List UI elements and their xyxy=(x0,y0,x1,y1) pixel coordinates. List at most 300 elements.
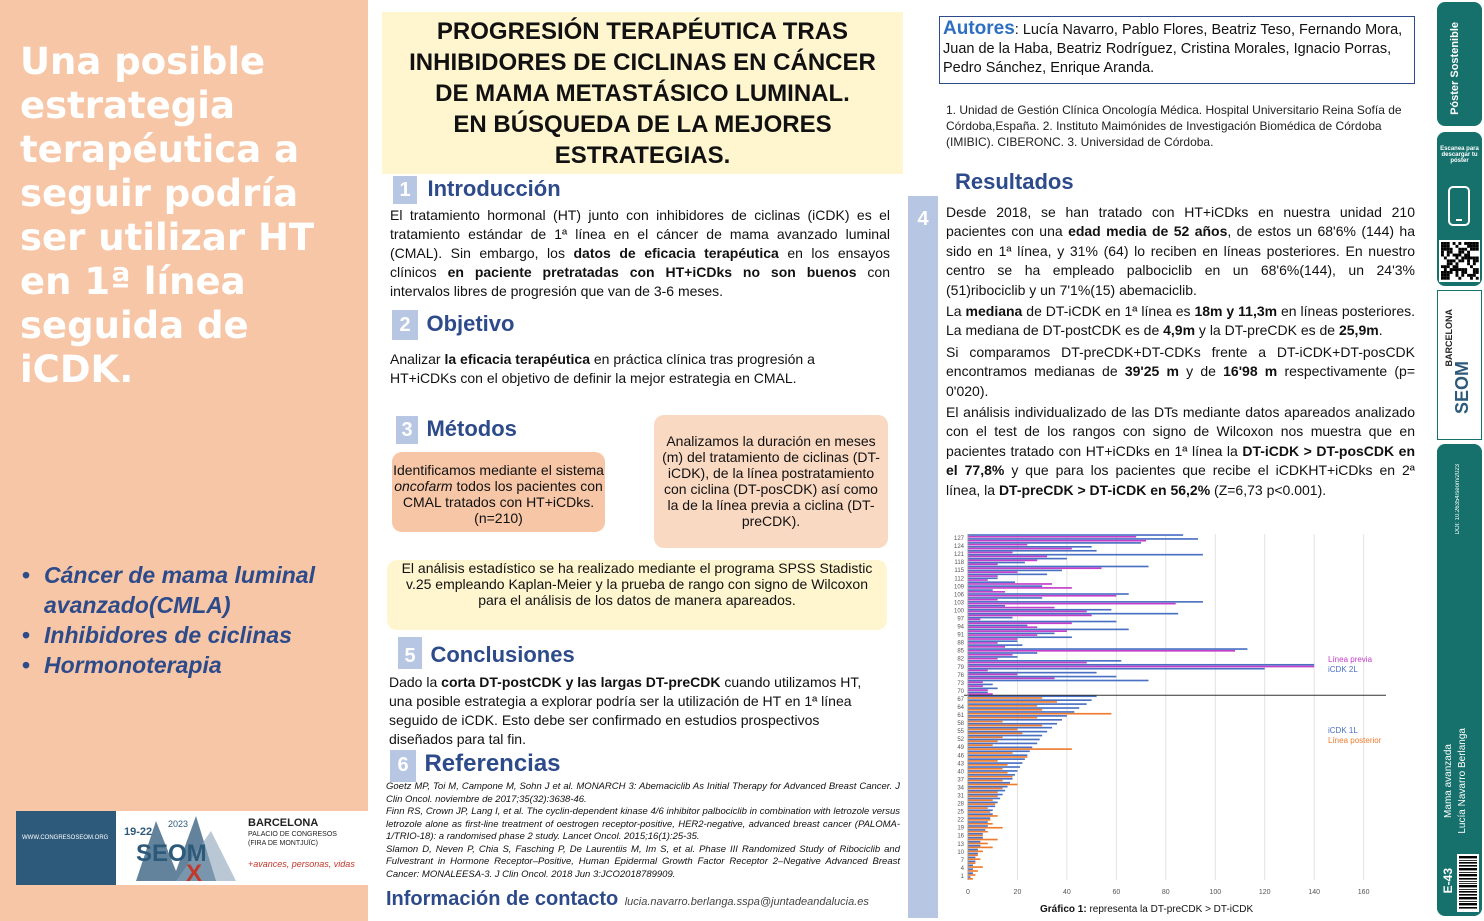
logo-year: 2023 xyxy=(168,819,189,829)
references-list xyxy=(386,781,900,881)
bar-linea-previa xyxy=(968,619,980,621)
y-tick-label: 115 xyxy=(954,568,964,575)
section-intro-header xyxy=(393,176,561,204)
bar-icdk-1l xyxy=(968,833,983,835)
bar-icdk-1l xyxy=(968,786,1008,788)
bar-icdk-2l xyxy=(968,632,1055,634)
bar-linea-previa xyxy=(968,622,1072,624)
bar-linea-posterior xyxy=(968,772,1008,774)
bar-icdk-2l xyxy=(968,636,1072,638)
bar-icdk-2l xyxy=(968,593,1129,595)
bar-icdk-1l xyxy=(968,837,983,839)
y-tick-label: 4 xyxy=(960,865,964,872)
bar-icdk-2l xyxy=(968,640,1017,642)
bar-icdk-1l xyxy=(968,735,1042,737)
x-tick-label: 0 xyxy=(966,889,970,896)
bar-linea-posterior xyxy=(968,705,1037,707)
tagline: Una posible estrategia terapéutica a seguir podría ser utilizar HT en 1ª línea seguida de iCDK. xyxy=(20,40,315,391)
bar-linea-previa xyxy=(968,544,1027,546)
bar-icdk-1l xyxy=(968,868,973,870)
qr-code-icon[interactable] xyxy=(1439,240,1480,282)
y-tick-label: 43 xyxy=(957,761,964,768)
bar-icdk-1l xyxy=(968,711,1074,713)
section-number: 5 xyxy=(398,637,422,669)
bar-icdk-1l xyxy=(968,872,973,874)
bar-linea-posterior xyxy=(968,780,1003,782)
legend-label: Línea previa xyxy=(1328,655,1373,664)
contact-line xyxy=(386,888,869,911)
bar-icdk-1l xyxy=(968,743,1037,745)
bar-icdk-1l xyxy=(968,864,973,866)
section-number: 4 xyxy=(917,208,929,230)
section-title: Introducción xyxy=(427,176,561,201)
bar-linea-previa xyxy=(968,615,1092,617)
bar-linea-previa xyxy=(968,548,1072,550)
bar-linea-previa xyxy=(968,591,1005,593)
legend-label: iCDK 1L xyxy=(1328,726,1358,735)
y-tick-label: 82 xyxy=(957,656,964,663)
bar-icdk-2l xyxy=(968,684,993,686)
bar-linea-previa xyxy=(968,642,998,644)
authors-names: : Lucía Navarro, Pablo Flores, Beatriz Teso, Fernando Mora, Juan de la Haba, Beatriz Rodríguez, Cristina Morales, Ignacio Porras, Pedro Sánchez, Enrique Aranda. xyxy=(943,22,1403,76)
legend-label: iCDK 2L xyxy=(1328,665,1358,674)
y-tick-label: 97 xyxy=(957,616,964,623)
results-paragraph: Desde 2018, se han tratado con HT+iCDks en nuestra unidad 210 pacientes con una edad media de 52 años, de estos un 68'6% (144) ha sido en 1ª línea, y 31% (64) lo reciben en líneas posteriores. En nuestro centro se ha empleado palbociclib en un 68'6%(144), un 24'3%(51)ribociclib y un 7'1%(15) abemaciclib. xyxy=(946,204,1415,298)
barcode-icon xyxy=(1457,854,1479,912)
bar-icdk-1l xyxy=(968,770,1017,772)
brand-label: Póster Sostenible xyxy=(1449,22,1461,115)
bar-linea-posterior xyxy=(968,729,1017,731)
y-tick-label: 37 xyxy=(957,777,964,784)
bar-linea-posterior xyxy=(968,776,1013,778)
bar-linea-posterior xyxy=(968,862,975,864)
poster-author-text: Lucía Navarro Berlanga xyxy=(1457,728,1468,834)
title-line: ESTRATEGIAS. xyxy=(554,142,731,169)
y-tick-label: 61 xyxy=(957,713,964,720)
y-tick-label: 88 xyxy=(957,640,964,647)
y-tick-label: 109 xyxy=(953,584,964,591)
bar-icdk-2l xyxy=(968,656,1017,658)
logo-slogan: +avances, personas, vidas xyxy=(248,859,355,869)
bar-icdk-1l xyxy=(968,845,980,847)
x-tick-label: 80 xyxy=(1161,889,1170,896)
x-tick-label: 60 xyxy=(1112,889,1121,896)
results-paragraph: El análisis individualizado de las DTs mediante datos apareados analizado con el test de los rangos con signo de Wilcoxon nos muestra que en pacientes tratado con HT+iCDks en 1ª línea la DT-iCDK > DT-posCDK en el 77,8% y que para los pacientes que recibe el iCDKHT+iCDks en 2ª línea, la DT-preCDK > DT-iCDK en 56,2% (Z=6,73 p<0.001). xyxy=(946,404,1416,498)
bar-linea-posterior xyxy=(968,713,1111,715)
bar-linea-previa xyxy=(968,575,998,577)
bar-linea-posterior xyxy=(968,736,1003,738)
bar-linea-posterior xyxy=(968,878,973,880)
y-tick-label: 121 xyxy=(953,552,964,559)
bar-linea-posterior xyxy=(968,815,998,817)
bar-icdk-1l xyxy=(968,766,1020,768)
scan-text: Escanea para descargar tu póster xyxy=(1440,146,1479,164)
bar-linea-posterior xyxy=(968,843,988,845)
bar-linea-previa xyxy=(968,650,1235,652)
scan-panel xyxy=(1437,132,1482,286)
authors-label: Autores xyxy=(943,18,1015,39)
bar-icdk-2l xyxy=(968,629,1129,631)
bar-icdk-2l xyxy=(968,688,998,690)
logo-dates: 19-22 xyxy=(124,826,153,838)
bar-icdk-2l xyxy=(968,589,993,591)
bar-icdk-2l xyxy=(968,676,1116,678)
mini-logo-seom: SEOM xyxy=(1452,361,1472,415)
x-tick-label: 40 xyxy=(1063,889,1071,896)
authors-text xyxy=(940,17,1414,80)
bar-linea-posterior xyxy=(968,819,990,821)
bar-icdk-1l xyxy=(968,809,993,811)
bar-icdk-2l xyxy=(968,538,1198,540)
title-line: EN BÚSQUEDA DE LA MEJORES xyxy=(453,111,832,138)
bar-linea-posterior xyxy=(968,811,990,813)
bar-linea-posterior xyxy=(968,760,998,762)
y-tick-label: 100 xyxy=(953,608,964,615)
y-tick-label: 118 xyxy=(954,560,964,567)
bar-icdk-2l xyxy=(968,605,1005,607)
x-tick-label: 100 xyxy=(1209,889,1222,896)
bar-linea-posterior xyxy=(968,839,998,841)
section-methods-header xyxy=(396,416,517,444)
bar-icdk-2l xyxy=(968,644,1022,646)
chart-caption: Gráfico 1: representa la DT-preCDK > DT-iCDK xyxy=(1040,904,1254,915)
bar-icdk-1l xyxy=(968,758,1025,760)
bar-linea-previa xyxy=(968,595,1116,597)
bar-linea-posterior xyxy=(968,784,1017,786)
authors-box xyxy=(939,16,1415,84)
bar-linea-posterior xyxy=(968,795,998,797)
bar-linea-previa xyxy=(968,583,1052,585)
bar-linea-previa xyxy=(968,693,993,695)
bar-icdk-1l xyxy=(968,829,985,831)
y-tick-label: 103 xyxy=(953,600,964,607)
bar-icdk-2l xyxy=(968,597,1042,599)
y-tick-label: 16 xyxy=(957,833,964,840)
logo-venue-1: PALACIO DE CONGRESOS xyxy=(248,831,337,838)
results-text xyxy=(946,203,1415,500)
y-tick-label: 28 xyxy=(957,801,964,808)
bar-icdk-2l xyxy=(968,648,1247,650)
bar-linea-posterior xyxy=(968,874,975,876)
section-objective-header xyxy=(392,310,514,340)
bar-icdk-1l xyxy=(968,719,1062,721)
y-tick-label: 55 xyxy=(957,729,964,736)
poster-title xyxy=(382,12,903,174)
bar-icdk-1l xyxy=(968,699,1092,701)
objective-text: Analizar la eficacia terapéutica en práctica clínica tras progresión a HT+iCDKs con el objetivo de definir la mejor estrategia en CMAL. xyxy=(390,351,815,386)
y-tick-label: 106 xyxy=(953,592,964,599)
logo-side xyxy=(16,811,116,885)
bar-linea-posterior xyxy=(968,733,1022,735)
section-conclusions-header xyxy=(398,637,575,669)
poster-code: E-43 xyxy=(1441,868,1455,894)
bar-linea-previa xyxy=(968,681,983,683)
bar-linea-posterior xyxy=(968,851,983,853)
y-tick-label: 7 xyxy=(960,857,964,864)
bar-icdk-2l xyxy=(968,601,1203,603)
bar-linea-previa xyxy=(968,630,1067,632)
legend-label: Línea posterior xyxy=(1328,736,1382,745)
section-number: 2 xyxy=(392,310,418,340)
methods-box-1: Identificamos mediante el sistema oncofarm todos los pacientes con CMAL tratados con HT+iCDks. (n=210) xyxy=(392,452,605,532)
bar-icdk-2l xyxy=(968,577,998,579)
bar-icdk-2l xyxy=(968,546,1092,548)
bar-icdk-1l xyxy=(968,703,1087,705)
y-tick-label: 40 xyxy=(957,769,964,776)
conclusions-text: Dado la corta DT-postCDK y las largas DT-preCDK cuando utilizamos HT, una posible estrategia a explorar podría ser la utilización de HT en 1ª línea seguido de iCDK. Esto debe ser confirmado en estudios prospectivos diseñados para tal fin. xyxy=(389,674,862,747)
bar-icdk-2l xyxy=(968,562,1025,564)
bar-icdk-1l xyxy=(968,841,980,843)
y-tick-label: 112 xyxy=(954,576,964,583)
bar-linea-previa xyxy=(968,678,1055,680)
logo-city: BARCELONA xyxy=(248,817,319,829)
bar-icdk-2l xyxy=(968,613,1178,615)
y-tick-label: 31 xyxy=(957,793,964,800)
y-tick-label: 94 xyxy=(957,624,964,631)
bar-linea-posterior xyxy=(968,764,1008,766)
bar-icdk-1l xyxy=(968,715,1067,717)
y-tick-label: 49 xyxy=(957,745,964,752)
keyword-item: • Inhibidores de ciclinas xyxy=(22,622,292,648)
bar-icdk-2l xyxy=(968,581,1015,583)
reference-item: Finn RS, Crown JP, Lang I, et al. The cyclin-dependent kinase 4/6 inhibitor palbociclib in combination with letrozole versus letrozole alone as first-line treatment of oestrogen receptor-positive, HER2-negative, advanced breast cancer (PALOMA-1/TRIO-18): a randomised phase 2 study. Lancet Oncol. 2015;16(1):25-35. xyxy=(386,806,900,842)
bar-icdk-1l xyxy=(968,817,990,819)
y-tick-label: 34 xyxy=(957,785,964,792)
x-tick-label: 160 xyxy=(1357,889,1370,896)
contact-label: Información de contacto xyxy=(386,888,619,910)
y-tick-label: 25 xyxy=(957,809,964,816)
bar-linea-posterior xyxy=(968,854,978,856)
bar-icdk-1l xyxy=(968,707,1079,709)
keyword-item: • Hormonoterapia xyxy=(22,652,222,678)
bar-linea-posterior xyxy=(968,725,1042,727)
bar-linea-posterior xyxy=(968,752,1013,754)
bar-linea-posterior xyxy=(968,788,1003,790)
bar-icdk-1l xyxy=(968,821,988,823)
congress-logo xyxy=(16,811,368,885)
keyword-list xyxy=(22,560,362,680)
mini-congress-logo xyxy=(1437,290,1482,440)
bar-linea-posterior xyxy=(968,835,983,837)
affiliations: 1. Unidad de Gestión Clínica Oncología Médica. Hospital Universitario Reina Sofía de Córdoba,España. 2. Instituto Maimónides de Investigación Biomédica de Córdoba (IMIBIC). CIBERONC. 3. Universidad de Córdoba. xyxy=(946,103,1402,149)
y-tick-label: 58 xyxy=(957,721,964,728)
y-tick-label: 22 xyxy=(957,817,964,824)
phone-icon xyxy=(1448,186,1470,228)
bar-linea-posterior xyxy=(968,799,993,801)
bar-linea-posterior xyxy=(968,701,1057,703)
bar-icdk-1l xyxy=(968,754,1027,756)
bar-linea-previa xyxy=(968,552,1013,554)
bar-icdk-2l xyxy=(968,534,1183,536)
bar-linea-posterior xyxy=(968,744,993,746)
section-references-header xyxy=(390,750,561,782)
bar-linea-posterior xyxy=(968,792,998,794)
bar-icdk-2l xyxy=(968,625,1027,627)
y-tick-label: 67 xyxy=(957,696,964,703)
methods-box-2: Analizamos la duración en meses (m) del tratamiento de ciclinas (DT-iCDK), de la línea postratamiento con ciclina (DT-posCDK) así como la de la línea previa a ciclina (DT-preCDK). xyxy=(654,415,888,548)
keyword-item: • Cáncer de mama luminal avanzado(CMLA) xyxy=(22,562,315,618)
bar-icdk-2l xyxy=(968,550,1097,552)
bar-linea-previa xyxy=(968,540,1146,542)
bar-linea-posterior xyxy=(968,768,1003,770)
bar-linea-previa xyxy=(968,536,1136,538)
y-tick-label: 70 xyxy=(957,688,964,695)
doi-text: DOI: 10.26354/seom/2023 xyxy=(1455,464,1461,535)
section-title: Conclusiones xyxy=(430,642,575,667)
bar-icdk-2l xyxy=(968,574,1047,576)
bar-icdk-2l xyxy=(968,680,1149,682)
bar-linea-previa xyxy=(968,587,1072,589)
bar-icdk-2l xyxy=(968,570,1062,572)
bar-linea-previa xyxy=(968,599,998,601)
bar-linea-posterior xyxy=(968,866,983,868)
bar-icdk-1l xyxy=(968,794,1003,796)
bar-icdk-2l xyxy=(968,585,1042,587)
methods-box-3: El análisis estadístico se ha realizado mediante el programa SPSS Stadistic v.25 empleando Kaplan-Meier y la prueba de rango con signo de Wilcoxon para el análisis de los datos de manera apareados. xyxy=(387,560,887,630)
bar-icdk-2l xyxy=(968,554,1203,556)
results-paragraph: La mediana de DT-iCDK en 1ª línea es 18m y 11,3m en líneas posteriores. La mediana de DT-postCDK es de 4,9m y la DT-preCDK es de 25,9m. xyxy=(946,303,1415,339)
bar-icdk-1l xyxy=(968,857,975,859)
bar-icdk-2l xyxy=(968,664,1314,666)
bar-linea-previa xyxy=(968,579,988,581)
bar-linea-posterior xyxy=(968,858,980,860)
poster-info-strip xyxy=(1437,444,1482,916)
bar-linea-previa xyxy=(968,689,988,691)
section-title: Resultados xyxy=(955,169,1074,194)
bar-icdk-2l xyxy=(968,617,1013,619)
bar-linea-posterior xyxy=(968,847,993,849)
title-line: INHIBIDORES DE CICLINAS EN CÁNCER xyxy=(409,49,876,76)
y-tick-label: 91 xyxy=(957,632,964,639)
bar-icdk-1l xyxy=(968,739,1040,741)
topic-text: Mama avanzada xyxy=(1443,744,1454,818)
y-tick-label: 64 xyxy=(957,705,964,711)
logo-graphic xyxy=(116,811,256,885)
y-tick-label: 76 xyxy=(957,672,964,679)
bar-linea-previa xyxy=(968,563,998,565)
reference-item: Goetz MP, Toi M, Campone M, Sohn J et al. MONARCH 3: Abemaciclib As Initial Therapy for Advanced Breast Cancer. J Clin Oncol. noviembre de 2017;35(32):3638-46. xyxy=(386,781,900,805)
wilcoxon-bar-chart xyxy=(940,528,1390,900)
bar-linea-previa xyxy=(968,638,1017,640)
bar-linea-posterior xyxy=(968,827,1003,829)
bar-linea-previa xyxy=(968,560,1037,562)
bar-linea-posterior xyxy=(968,823,993,825)
section-number: 6 xyxy=(390,750,416,782)
bar-linea-previa xyxy=(968,603,1176,605)
bar-icdk-1l xyxy=(968,805,995,807)
x-tick-label: 140 xyxy=(1308,889,1321,896)
bar-linea-previa xyxy=(968,646,1005,648)
y-tick-label: 73 xyxy=(957,680,964,687)
bar-icdk-2l xyxy=(968,566,1149,568)
bar-linea-posterior xyxy=(968,870,978,872)
bar-icdk-1l xyxy=(968,723,1057,725)
bar-icdk-2l xyxy=(968,609,1111,611)
bar-linea-previa xyxy=(968,634,1037,636)
bar-icdk-1l xyxy=(968,798,1000,800)
y-tick-label: 124 xyxy=(953,544,964,551)
bar-linea-previa xyxy=(968,556,1047,558)
bar-linea-previa xyxy=(968,607,1055,609)
bar-linea-posterior xyxy=(968,748,1072,750)
bar-icdk-2l xyxy=(968,668,1265,670)
logo-venue-2: (FIRA DE MONTJUÏC) xyxy=(248,840,318,847)
logo-mark: X xyxy=(186,860,203,885)
bar-linea-posterior xyxy=(968,807,988,809)
bar-icdk-2l xyxy=(968,558,1067,560)
y-tick-label: 13 xyxy=(957,841,964,848)
bar-icdk-1l xyxy=(968,825,988,827)
y-tick-label: 46 xyxy=(957,753,964,760)
bar-linea-previa xyxy=(968,611,1087,613)
contact-email[interactable]: lucia.navarro.berlanga.sspa@juntadeandalucia.es xyxy=(624,896,869,908)
y-tick-label: 10 xyxy=(957,849,964,856)
logo-seom: SEOM xyxy=(136,840,207,867)
section-number: 1 xyxy=(393,176,417,204)
bar-icdk-1l xyxy=(968,790,1005,792)
y-tick-label: 127 xyxy=(953,536,964,543)
x-tick-label: 120 xyxy=(1258,889,1271,896)
bar-linea-previa xyxy=(968,662,1087,664)
bar-icdk-1l xyxy=(968,747,1032,749)
y-tick-label: 85 xyxy=(957,648,964,655)
bar-icdk-1l xyxy=(968,782,1010,784)
bar-icdk-1l xyxy=(968,778,1013,780)
logo-url: WWW.CONGRESOSEOM.ORG xyxy=(22,835,109,841)
bar-icdk-1l xyxy=(968,762,1022,764)
bar-icdk-2l xyxy=(968,672,1097,674)
bar-linea-posterior xyxy=(968,709,1042,711)
section-title: Referencias xyxy=(424,750,561,777)
bar-icdk-1l xyxy=(968,853,978,855)
bar-linea-previa xyxy=(968,654,1013,656)
section-number: 3 xyxy=(396,416,418,444)
bar-linea-previa xyxy=(968,658,998,660)
y-tick-label: 52 xyxy=(957,737,964,744)
section-title: Métodos xyxy=(426,416,517,441)
bar-linea-posterior xyxy=(968,756,1027,758)
bar-icdk-1l xyxy=(968,774,1015,776)
bar-icdk-1l xyxy=(968,849,978,851)
y-tick-label: 19 xyxy=(957,825,964,832)
bar-icdk-1l xyxy=(968,731,1047,733)
bar-linea-previa xyxy=(968,626,1037,628)
bar-linea-previa xyxy=(968,567,1102,569)
section-title: Objetivo xyxy=(426,311,515,336)
bar-linea-previa xyxy=(968,674,1017,676)
bar-icdk-1l xyxy=(968,813,993,815)
bar-linea-posterior xyxy=(968,717,1037,719)
bar-icdk-1l xyxy=(968,727,1052,729)
bar-icdk-2l xyxy=(968,660,1121,662)
bar-icdk-2l xyxy=(968,621,1116,623)
intro-text: El tratamiento hormonal (HT) junto con inhibidores de ciclinas (iCDK) es el tratamiento estándar de 1ª línea en el cáncer de mama avanzado luminal (CMAL). Sin embargo, los datos de eficacia terapéutica en los ensayos clínicos en paciente pretratadas con HT+iCDks no son buenos con intervalos libres de progresión que van de 3-6 meses. xyxy=(390,207,890,299)
bar-linea-previa xyxy=(968,666,1314,668)
bar-icdk-1l xyxy=(968,861,975,863)
bar-icdk-2l xyxy=(968,691,988,693)
bar-linea-posterior xyxy=(968,831,988,833)
bar-linea-previa xyxy=(968,685,983,687)
bar-linea-previa xyxy=(968,571,1017,573)
sustainable-poster-badge xyxy=(1437,2,1482,126)
bar-icdk-1l xyxy=(968,802,998,804)
x-tick-label: 20 xyxy=(1013,889,1022,896)
bar-icdk-2l xyxy=(968,542,1141,544)
bar-linea-posterior xyxy=(968,697,1042,699)
y-tick-label: 1 xyxy=(960,873,964,880)
bar-linea-posterior xyxy=(968,721,1003,723)
bar-icdk-2l xyxy=(968,652,1037,654)
